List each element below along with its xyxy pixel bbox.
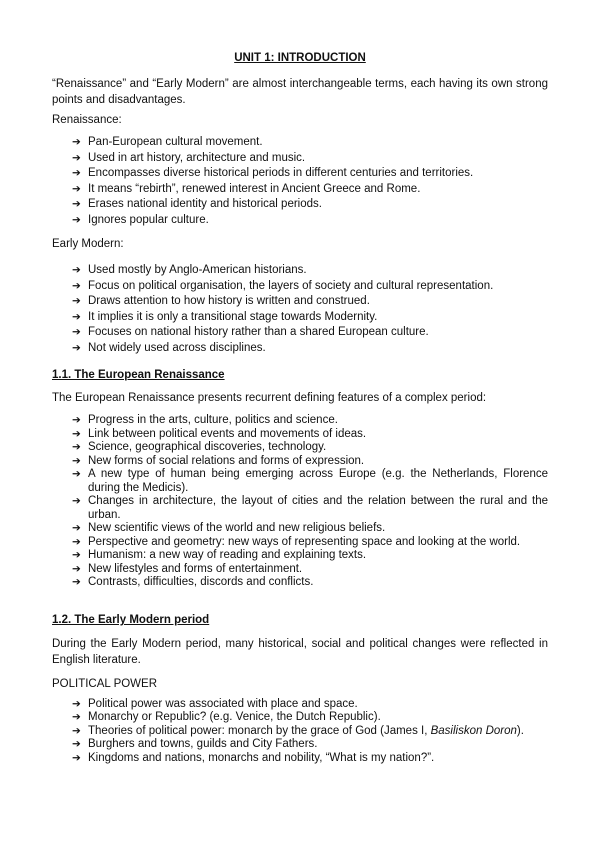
arrow-icon: ➔ (72, 468, 81, 480)
list-item: ➔ Political power was associated with place and space. (72, 698, 358, 710)
section-1-1-heading: 1.1. The European Renaissance (52, 369, 225, 381)
early-modern-label: Early Modern: (52, 238, 124, 250)
list-item: ➔ Pan-European cultural movement. (72, 135, 548, 151)
list-item: ➔ A new type of human being emerging across Europe (e.g. the Netherlands, Florence during the Medicis). (72, 468, 548, 494)
arrow-icon: ➔ (72, 441, 81, 453)
arrow-icon: ➔ (72, 341, 81, 354)
list-item: ➔ Draws attention to how history is written and construed. (72, 294, 548, 310)
page-title: UNIT 1: INTRODUCTION (234, 52, 366, 64)
section-1-2-intro: During the Early Modern period, many historical, social and political changes were reflected in English literature. (52, 638, 548, 666)
arrow-icon: ➔ (72, 310, 81, 323)
early-modern-list (72, 263, 548, 357)
political-power-label: POLITICAL POWER (52, 678, 158, 690)
list-item: ➔ New forms of social relations and forms of expression. (72, 454, 365, 467)
arrow-icon: ➔ (72, 427, 81, 440)
list-item: ➔ Contrasts, difficulties, discords and conflicts. (72, 576, 314, 588)
arrow-icon: ➔ (72, 167, 81, 180)
list-item: ➔ Humanism: a new way of reading and explaining texts. (72, 549, 367, 561)
arrow-icon: ➔ (72, 535, 81, 548)
arrow-icon: ➔ (72, 182, 81, 195)
arrow-icon: ➔ (72, 136, 81, 148)
intro-paragraph: “Renaissance” and “Early Modern” are almost interchangeable terms, each having its own strong points and disadvantages. (52, 78, 548, 106)
list-item: ➔ Perspective and geometry: new ways of representing space and looking at the world. (72, 535, 521, 548)
list-item: ➔ Theories of political power: monarch by the grace of God (James I, Basiliskon Doron). (72, 724, 524, 737)
arrow-icon: ➔ (72, 549, 81, 561)
list-item: ➔ Not widely used across disciplines. (72, 341, 548, 357)
arrow-icon: ➔ (72, 522, 81, 534)
list-item: ➔ Focuses on national history rather than a shared European culture. (72, 325, 548, 341)
arrow-icon: ➔ (72, 724, 81, 737)
arrow-icon: ➔ (72, 198, 81, 211)
list-item: ➔ Monarchy or Republic? (e.g. Venice, the Dutch Republic). (72, 711, 381, 724)
arrow-icon: ➔ (72, 295, 81, 308)
arrow-icon: ➔ (72, 711, 81, 724)
list-item: ➔ New lifestyles and forms of entertainment. (72, 562, 303, 575)
list-item: ➔ Ignores popular culture. (72, 213, 548, 229)
arrow-icon: ➔ (72, 414, 81, 426)
arrow-icon: ➔ (72, 576, 81, 588)
list-item: ➔ Progress in the arts, culture, politics and science. (72, 414, 338, 426)
section-1-1-intro: The European Renaissance presents recurrent defining features of a complex period: (52, 392, 487, 404)
list-item: ➔ Science, geographical discoveries, technology. (72, 441, 327, 453)
list-item: ➔ Erases national identity and historical periods. (72, 197, 548, 213)
list-item: ➔ Link between political events and movements of ideas. (72, 427, 367, 440)
renaissance-label: Renaissance: (52, 114, 122, 126)
renaissance-list (72, 135, 548, 229)
list-item: ➔ Focus on political organisation, the layers of society and cultural representation. (72, 279, 548, 295)
list-item: ➔ Burghers and towns, guilds and City Fathers. (72, 738, 318, 751)
arrow-icon: ➔ (72, 562, 81, 575)
arrow-icon: ➔ (72, 698, 81, 710)
arrow-icon: ➔ (72, 151, 81, 164)
section-1-1-list (72, 414, 548, 590)
arrow-icon: ➔ (72, 213, 81, 226)
arrow-icon: ➔ (72, 738, 81, 751)
arrow-icon: ➔ (72, 495, 81, 507)
list-item: ➔ Kingdoms and nations, monarchs and nobility, “What is my nation?”. (72, 751, 435, 764)
arrow-icon: ➔ (72, 279, 81, 292)
list-item: ➔ Used in art history, architecture and music. (72, 151, 548, 167)
list-item: ➔ Used mostly by Anglo-American historians. (72, 263, 548, 279)
arrow-icon: ➔ (72, 264, 81, 276)
political-power-list (72, 698, 548, 765)
list-item: ➔ New scientific views of the world and new religious beliefs. (72, 522, 386, 534)
list-item: ➔ Changes in architecture, the layout of cities and the relation between the rural and the urban. (72, 495, 548, 521)
section-1-2-heading: 1.2. The Early Modern period (52, 614, 210, 626)
arrow-icon: ➔ (72, 326, 81, 339)
arrow-icon: ➔ (72, 751, 81, 764)
list-item: ➔ Encompasses diverse historical periods in different centuries and territories. (72, 166, 548, 182)
list-item: ➔ It means “rebirth”, renewed interest in Ancient Greece and Rome. (72, 182, 548, 198)
list-item: ➔ It implies it is only a transitional stage towards Modernity. (72, 310, 548, 326)
arrow-icon: ➔ (72, 454, 81, 467)
